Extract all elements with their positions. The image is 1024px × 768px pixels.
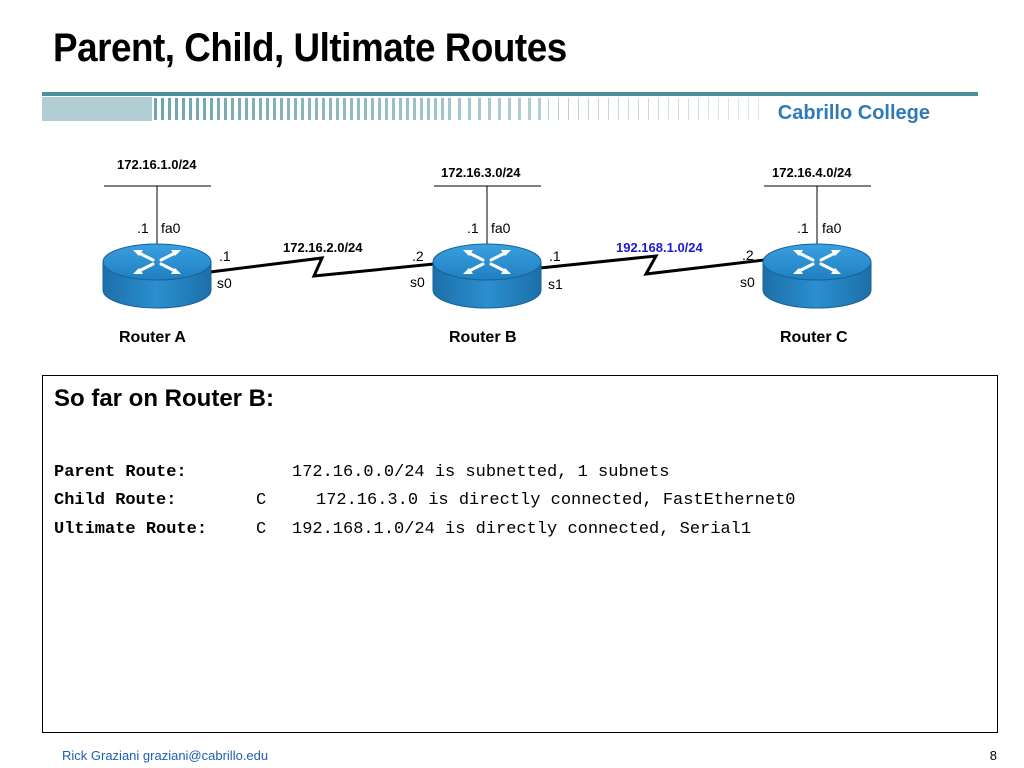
lan-b-segment [434,186,541,248]
router-a-s0-label: s0 [217,275,232,291]
lan-c-network: 172.16.4.0/24 [772,165,852,180]
router-b-fa0-label: fa0 [491,220,511,236]
router-c-fa0-address: .1 [797,220,809,236]
router-b-s0-address: .2 [412,248,424,264]
route-label: Ultimate Route: [54,520,208,539]
route-row-child [54,491,795,510]
route-row-ultimate [54,520,751,539]
routes-box-heading: So far on Router B: [54,385,274,412]
footer-author: Rick Graziani graziani@cabrillo.edu [62,748,269,763]
serial-link-ab [210,258,434,276]
route-label: Parent Route: [54,463,187,482]
router-b-s0-label: s0 [410,274,425,290]
slide-title: Parent, Child, Ultimate Routes [53,26,567,70]
router-c-icon [763,244,871,308]
route-code: C [256,520,267,539]
route-text: 172.16.0.0/24 is subnetted, 1 subnets [292,463,670,482]
router-b-s1-label: s1 [548,276,563,292]
route-row-parent [54,463,669,482]
router-b-name: Router B [449,329,517,346]
routes-box [42,375,998,733]
router-b-fa0-address: .1 [467,220,479,236]
lan-c-segment [764,186,871,248]
router-a-name: Router A [119,329,186,346]
lan-a-network: 172.16.1.0/24 [117,157,197,172]
link-ab-network: 172.16.2.0/24 [283,240,363,255]
router-c-name: Router C [780,329,848,346]
router-a-icon [103,244,211,308]
router-b-icon [433,244,541,308]
route-code: C [256,491,267,510]
router-a-s0-address: .1 [219,248,231,264]
router-c-s0-address: .2 [742,247,754,263]
network-diagram [0,140,1024,360]
link-bc-network: 192.168.1.0/24 [616,240,703,255]
router-b-s1-address: .1 [549,248,561,264]
page-number: 8 [989,748,997,763]
router-a-fa0-label: fa0 [161,220,181,236]
route-text: 192.168.1.0/24 is directly connected, Serial1 [292,520,752,539]
router-c-fa0-label: fa0 [822,220,842,236]
lan-b-network: 172.16.3.0/24 [441,165,521,180]
route-label: Child Route: [54,491,177,510]
router-c-s0-label: s0 [740,274,755,290]
router-a-fa0-address: .1 [137,220,149,236]
route-text: 172.16.3.0 is directly connected, FastEthernet0 [316,491,796,510]
lan-a-segment [104,186,211,248]
brand-logo-text: Cabrillo College [777,102,930,124]
serial-link-bc [540,256,764,274]
